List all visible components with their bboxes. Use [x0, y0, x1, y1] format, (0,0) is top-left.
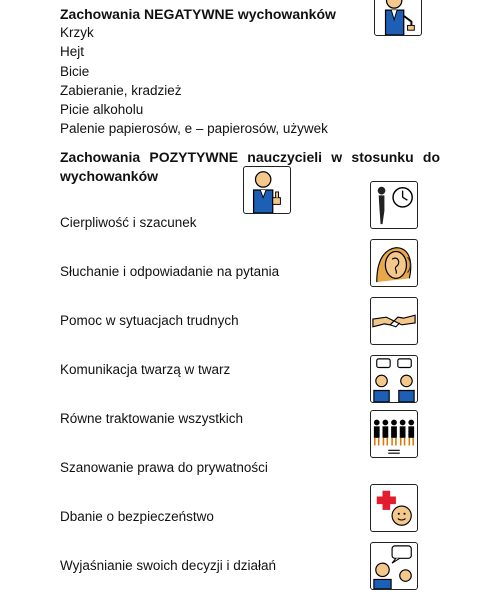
thumbs-down-person-icon — [374, 0, 422, 36]
positive-item-help: Pomoc w sytuacjach trudnych — [60, 313, 239, 328]
negative-item: Zabieranie, kradzież — [60, 82, 182, 98]
negative-item: Palenie papierosów, e – papierosów, używek — [60, 121, 328, 137]
negative-item: Bicie — [60, 63, 90, 79]
positive-item-patience: Cierpliwość i szacunek — [60, 215, 197, 230]
first-aid-icon — [370, 484, 418, 532]
clock-person-icon — [370, 181, 418, 229]
equal-people-icon — [370, 410, 418, 458]
helping-hands-icon — [370, 297, 418, 345]
positive-item-privacy: Szanowanie prawa do prywatności — [60, 460, 268, 475]
negative-item: Hejt — [60, 44, 85, 60]
positive-item-listening: Słuchanie i odpowiadanie na pytania — [60, 264, 280, 279]
positive-item-equality: Równe traktowanie wszystkich — [60, 411, 244, 426]
thumbs-up-person-icon — [243, 166, 291, 214]
negative-behaviours-heading: Zachowania NEGATYWNE wychowanków — [60, 6, 336, 22]
explaining-icon — [370, 542, 418, 590]
positive-behaviours-heading: Zachowania POZYTYWNE nauczycieli w stosunku do wychowanków — [60, 149, 440, 184]
negative-behaviours-list — [60, 23, 328, 139]
negative-item: Picie alkoholu — [60, 102, 144, 118]
conversation-icon — [370, 355, 418, 403]
negative-item: Krzyk — [60, 25, 94, 40]
positive-item-explaining: Wyjaśnianie swoich decyzji i działań — [60, 558, 276, 573]
positive-item-safety: Dbanie o bezpieczeństwo — [60, 509, 214, 524]
listening-ear-icon — [370, 239, 418, 287]
positive-item-communication: Komunikacja twarzą w twarz — [60, 362, 231, 377]
